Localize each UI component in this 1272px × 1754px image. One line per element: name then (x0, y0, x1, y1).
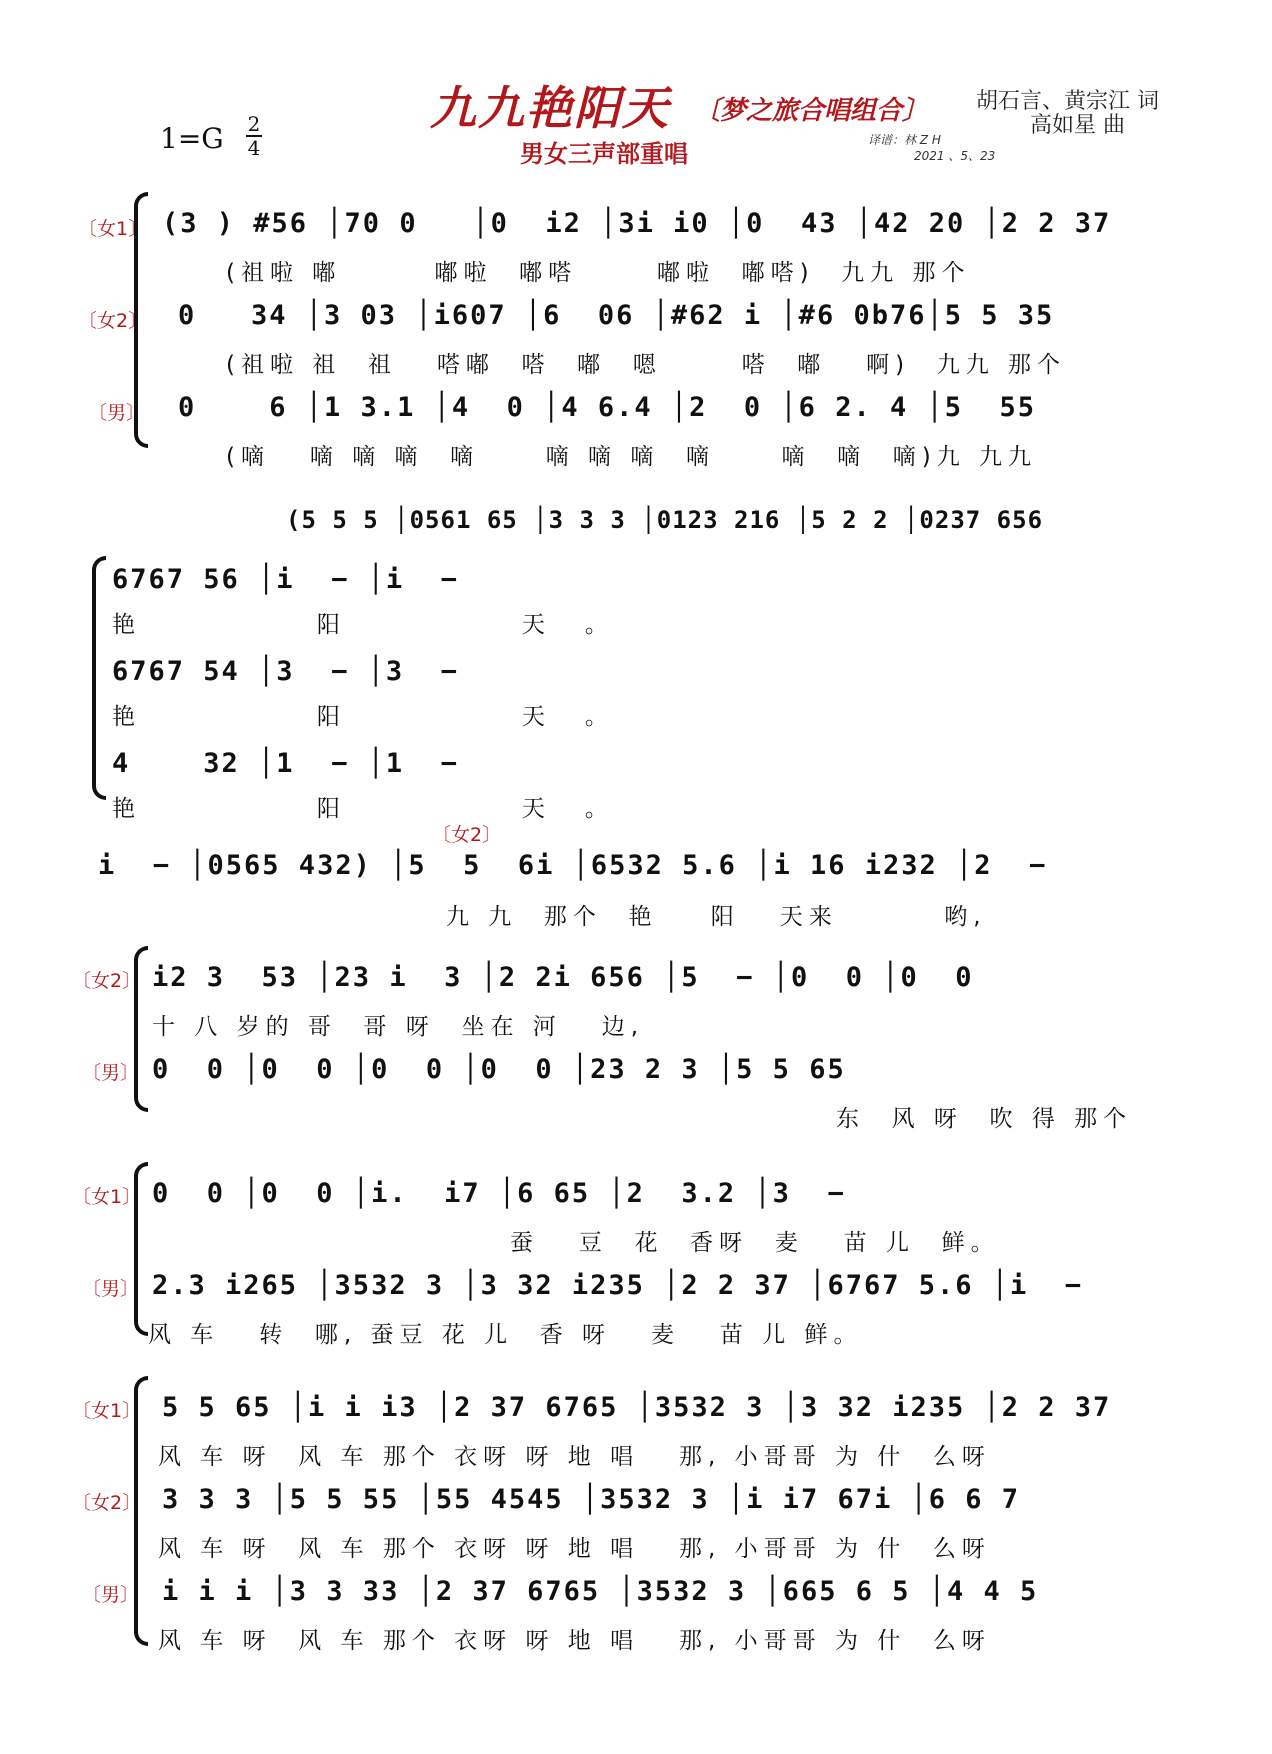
system2-f2-lyrics: 艳 阳 天。 (112, 704, 648, 730)
system4-m-notes: 0 0 │0 0 │0 0 │0 0 │23 2 3 │5 5 65 (152, 1054, 846, 1085)
system5-m-notes: 2.3 i265 │3532 3 │3 32 i235 │2 2 37 │6767 5.6 │i − (152, 1270, 1084, 1301)
lyricist-credit: 胡石言、黄宗江 词 (976, 89, 1159, 114)
system6-m-notes: i i i │3 3 33 │2 37 6765 │3532 3 │665 6 5 │4 4 5 (162, 1576, 1039, 1607)
voice-label-m: 〔男〕 (82, 1584, 140, 1606)
song-subtitle: 男女三声部重唱 (520, 140, 688, 168)
system4-m-lyrics: 东 风 呀 吹 得 那个 (836, 1106, 1133, 1132)
system2-m-lyrics: 艳 阳 天。 (112, 796, 648, 822)
system2-interlude: (5 5 5 │0561 65 │3 3 3 │0123 216 │5 2 2 │0237 656 (286, 506, 1044, 534)
system4-f2-notes: i2 3 53 │23 i 3 │2 2i 656 │5 − │0 0 │0 0 (152, 962, 974, 993)
time-signature (246, 114, 262, 158)
voice-label-f1: 〔女1〕 (72, 1400, 142, 1422)
voice-label-f1: 〔女1〕 (72, 1186, 142, 1208)
system6-f1-notes: 5 5 65 │i i i3 │2 37 6765 │3532 3 │3 32 i235 │2 2 37 (162, 1392, 1112, 1423)
voice-label-f2: 〔女2〕 (72, 970, 142, 992)
composer-credit: 高如星 曲 (1030, 113, 1125, 138)
voice-label-f2: 〔女2〕 (78, 310, 148, 332)
system5-m-lyrics: 风 车 转 哪, 蚕豆 花 儿 香 呀 麦 苗 儿 鲜。 (148, 1322, 863, 1348)
voice-label-m: 〔男〕 (88, 402, 146, 424)
arrangement-date: 2021 、5、23 (914, 149, 996, 163)
song-title: 九九艳阳天 (430, 81, 670, 135)
system6-m-lyrics: 风 车 呀 风 车 那个 衣呀 呀 地 唱 那, 小哥哥 为 什 么呀 (158, 1628, 991, 1654)
song-title-suffix: 〔梦之旅合唱组合〕 (694, 96, 929, 126)
system1-f1-notes: (3 ) #56 │70 0 │0 i2 │3i i0 │0 43 │42 20 │2 2 37 (162, 208, 1112, 239)
system2-f1-lyrics: 艳 阳 天。 (112, 612, 648, 638)
arranger-credit (868, 132, 995, 164)
system1-f2-lyrics: (祖啦 祖 祖 嗒嘟 嗒 嘟 嗯 嗒 嘟 啊) 九九 那个 (226, 352, 1067, 378)
voice-label-f2: 〔女2〕 (72, 1492, 142, 1514)
system2-f1-notes: 6767 56 │i − │i − (112, 564, 459, 595)
system6-f1-lyrics: 风 车 呀 风 车 那个 衣呀 呀 地 唱 那, 小哥哥 为 什 么呀 (158, 1444, 991, 1470)
system3-lyrics: 九 九 那个 艳 阳 天来 哟, (446, 904, 987, 930)
key-signature: 1=G (160, 122, 224, 155)
system5-f1-lyrics: 蚕 豆 花 香呀 麦 苗 儿 鲜。 (510, 1230, 1000, 1256)
time-top: 2 (247, 112, 261, 136)
system2-m-notes: 4 32 │1 − │1 − (112, 748, 459, 779)
system1-m-lyrics: (嘀 嘀 嘀 嘀 嘀 嘀 嘀 嘀 嘀 嘀 嘀 嘀)九 九九 (226, 444, 1038, 470)
voice-label-m: 〔男〕 (82, 1062, 140, 1084)
system6-f2-notes: 3 3 3 │5 5 55 │55 4545 │3532 3 │i i7 67i │6 6 7 (162, 1484, 1021, 1515)
system6-f2-lyrics: 风 车 呀 风 车 那个 衣呀 呀 地 唱 那, 小哥哥 为 什 么呀 (158, 1536, 991, 1562)
arranger-name: 译谱：林 Z H (868, 133, 941, 147)
system-bracket (92, 556, 106, 800)
system1-f2-notes: 0 34 │3 03 │i607 │6 06 │#62 i │#6 0b76│5 5 35 (178, 300, 1055, 331)
system5-f1-notes: 0 0 │0 0 │i. i7 │6 65 │2 3.2 │3 − (152, 1178, 846, 1209)
system1-f1-lyrics: (祖啦 嘟 嘟啦 嘟嗒 嘟啦 嘟嗒) 九九 那个 (226, 260, 971, 286)
time-bottom: 4 (247, 136, 261, 160)
system3-notes: i − │0565 432) │5 5 6i │6532 5.6 │i 16 i232 │2 − (98, 850, 1048, 881)
voice-label-f1: 〔女1〕 (78, 218, 148, 240)
system1-m-notes: 0 6 │1 3.1 │4 0 │4 6.4 │2 0 │6 2. 4 │5 55 (178, 392, 1037, 423)
system2-f2-notes: 6767 54 │3 − │3 − (112, 656, 459, 687)
system4-f2-lyrics: 十 八 岁的 哥 哥 呀 坐在 河 边, (152, 1014, 645, 1040)
voice-label-m: 〔男〕 (82, 1278, 140, 1300)
voice-label-f2-inline: 〔女2〕 (432, 824, 502, 846)
